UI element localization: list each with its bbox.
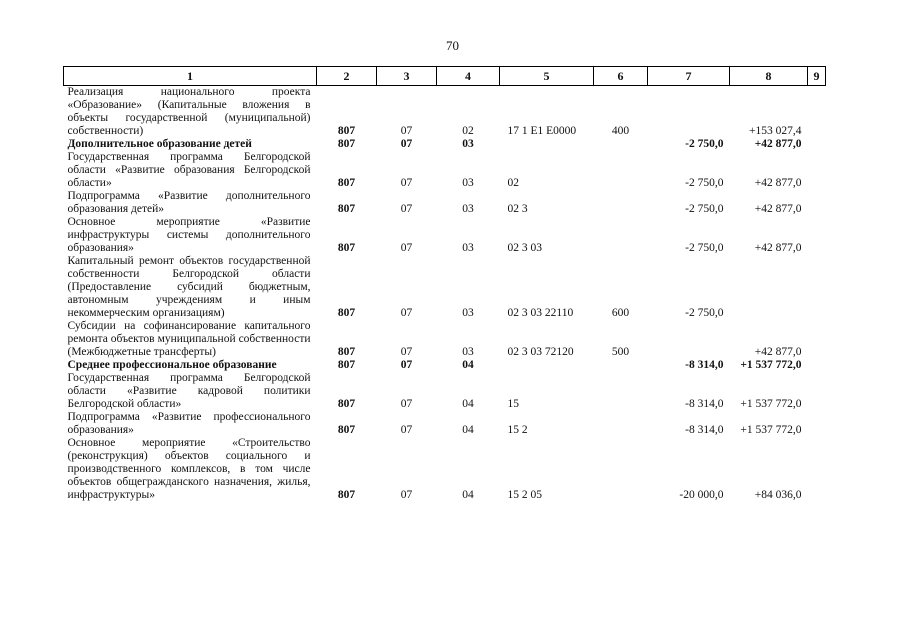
cell-col9 — [808, 411, 826, 437]
column-header-2: 2 — [317, 67, 377, 86]
cell-subsection: 04 — [462, 398, 474, 410]
cell-subsection: 03 — [462, 177, 474, 189]
row-name: Подпрограмма «Развитие дополнительного образования детей» — [67, 190, 311, 215]
table-row — [64, 190, 826, 216]
page-number: 70 — [446, 38, 459, 53]
cell-col7: -20 000,0 — [679, 489, 724, 501]
cell-target-article: 02 3 — [507, 203, 528, 215]
row-name: Государственная программа Белгородской области «Развитие кадровой политики Белгородской области» — [67, 372, 311, 410]
table-row — [64, 86, 826, 139]
cell-expense-type — [594, 190, 648, 216]
cell-col9 — [808, 151, 826, 190]
column-header-1: 1 — [64, 67, 317, 86]
row-name: Капитальный ремонт объектов государственной собственности Белгородской области (Предоставление субсидий бюджетным, автономным учреждениям и иным некоммерческим организациям) — [67, 255, 311, 319]
row-name: Реализация национального проекта «Образование» (Капитальные вложения в объекты государственной (муниципальной) собственности) — [67, 86, 311, 137]
cell-col8: +42 877,0 — [754, 242, 802, 254]
cell-expense-type: 500 — [611, 346, 630, 358]
cell-grbs: 807 — [337, 398, 356, 410]
table-row — [64, 216, 826, 255]
cell-col9 — [808, 138, 826, 151]
cell-subsection: 04 — [462, 424, 474, 436]
cell-subsection: 03 — [462, 346, 474, 358]
cell-expense-type — [594, 138, 648, 151]
cell-section: 07 — [400, 489, 413, 501]
cell-expense-type — [594, 216, 648, 255]
row-name: Подпрограмма «Развитие профессионального образования» — [67, 411, 311, 436]
cell-col7: -8 314,0 — [685, 424, 724, 436]
cell-section: 07 — [400, 125, 413, 137]
cell-section: 07 — [400, 424, 413, 436]
cell-grbs: 807 — [337, 125, 356, 137]
cell-col9 — [808, 437, 826, 502]
column-header-8: 8 — [730, 67, 808, 86]
cell-col9 — [808, 216, 826, 255]
row-name: Дополнительное образование детей — [67, 138, 252, 150]
cell-col7: -2 750,0 — [685, 138, 724, 150]
column-header-3: 3 — [377, 67, 437, 86]
cell-target-article: 02 3 03 72120 — [507, 346, 574, 358]
table-row — [64, 138, 826, 151]
table-row — [64, 151, 826, 190]
cell-col8: +42 877,0 — [754, 177, 802, 189]
cell-target-article: 02 — [507, 177, 519, 189]
cell-target-article: 15 — [507, 398, 519, 410]
row-name: Субсидии на софинансирование капитального ремонта объектов муниципальной собственности (Межбюджетные трансферты) — [67, 320, 311, 358]
cell-subsection: 04 — [462, 359, 474, 371]
cell-target-article: 17 1 E1 E0000 — [507, 125, 577, 137]
cell-col9 — [808, 372, 826, 411]
cell-section: 07 — [400, 203, 413, 215]
cell-col7: -2 750,0 — [685, 203, 724, 215]
cell-grbs: 807 — [337, 242, 356, 254]
cell-target-article: 02 3 03 — [507, 242, 542, 254]
cell-target-article — [500, 359, 594, 372]
cell-col7 — [648, 320, 730, 359]
cell-grbs: 807 — [337, 489, 356, 501]
cell-grbs: 807 — [337, 203, 356, 215]
column-header-7: 7 — [648, 67, 730, 86]
table-row — [64, 411, 826, 437]
column-header-9: 9 — [808, 67, 826, 86]
cell-col7: -8 314,0 — [685, 398, 724, 410]
cell-col7: -8 314,0 — [685, 359, 724, 371]
cell-col9 — [808, 359, 826, 372]
table-header — [64, 67, 826, 86]
cell-subsection: 02 — [462, 125, 474, 137]
column-header-6: 6 — [594, 67, 648, 86]
cell-subsection: 03 — [462, 242, 474, 254]
cell-col9 — [808, 255, 826, 320]
row-name: Основное мероприятие «Строительство (реконструкция) объектов социального и производственного комплексов, в том числе объектов общегражданского назначения, жилья, инфраструктуры» — [67, 437, 311, 501]
cell-section: 07 — [400, 398, 413, 410]
cell-target-article: 15 2 — [507, 424, 528, 436]
cell-subsection: 03 — [462, 307, 474, 319]
table-row — [64, 372, 826, 411]
budget-table — [63, 66, 826, 502]
column-header-5: 5 — [500, 67, 594, 86]
cell-grbs: 807 — [337, 346, 356, 358]
table-row — [64, 437, 826, 502]
table-row — [64, 359, 826, 372]
cell-col8: +84 036,0 — [754, 489, 802, 501]
column-header-4: 4 — [437, 67, 500, 86]
table-body — [64, 86, 826, 503]
cell-expense-type — [594, 372, 648, 411]
cell-col8: +42 877,0 — [754, 138, 802, 150]
cell-grbs: 807 — [337, 424, 356, 436]
cell-grbs: 807 — [337, 138, 356, 150]
cell-col8: +1 537 772,0 — [740, 424, 802, 436]
cell-target-article — [500, 138, 594, 151]
cell-expense-type — [594, 437, 648, 502]
cell-target-article: 15 2 05 — [507, 489, 542, 501]
cell-section: 07 — [400, 177, 413, 189]
row-name: Среднее профессиональное образование — [67, 359, 277, 371]
cell-col7: -2 750,0 — [685, 242, 724, 254]
cell-grbs: 807 — [337, 359, 356, 371]
cell-grbs: 807 — [337, 307, 356, 319]
cell-section: 07 — [400, 138, 413, 150]
cell-col7 — [648, 86, 730, 139]
cell-col8: +1 537 772,0 — [740, 398, 802, 410]
cell-expense-type: 600 — [611, 307, 630, 319]
cell-section: 07 — [400, 242, 413, 254]
cell-col8: +42 877,0 — [754, 346, 802, 358]
table-row — [64, 320, 826, 359]
cell-expense-type — [594, 359, 648, 372]
cell-subsection: 03 — [462, 203, 474, 215]
cell-subsection: 03 — [462, 138, 474, 150]
cell-section: 07 — [400, 307, 413, 319]
cell-col7: -2 750,0 — [685, 307, 724, 319]
cell-section: 07 — [400, 346, 413, 358]
cell-col8: +153 027,4 — [749, 125, 802, 137]
row-name: Основное мероприятие «Развитие инфраструктуры системы дополнительного образования» — [67, 216, 311, 254]
cell-col8: +1 537 772,0 — [740, 359, 802, 371]
cell-col9 — [808, 190, 826, 216]
cell-col8 — [730, 255, 808, 320]
cell-col9 — [808, 86, 826, 139]
cell-col8: +42 877,0 — [754, 203, 802, 215]
cell-expense-type — [594, 411, 648, 437]
row-name: Государственная программа Белгородской области «Развитие образования Белгородской области» — [67, 151, 311, 189]
cell-col7: -2 750,0 — [685, 177, 724, 189]
cell-expense-type: 400 — [611, 125, 630, 137]
cell-subsection: 04 — [462, 489, 474, 501]
cell-section: 07 — [400, 359, 413, 371]
cell-col9 — [808, 320, 826, 359]
cell-expense-type — [594, 151, 648, 190]
cell-grbs: 807 — [337, 177, 356, 189]
table-row — [64, 255, 826, 320]
cell-target-article: 02 3 03 22110 — [507, 307, 574, 319]
